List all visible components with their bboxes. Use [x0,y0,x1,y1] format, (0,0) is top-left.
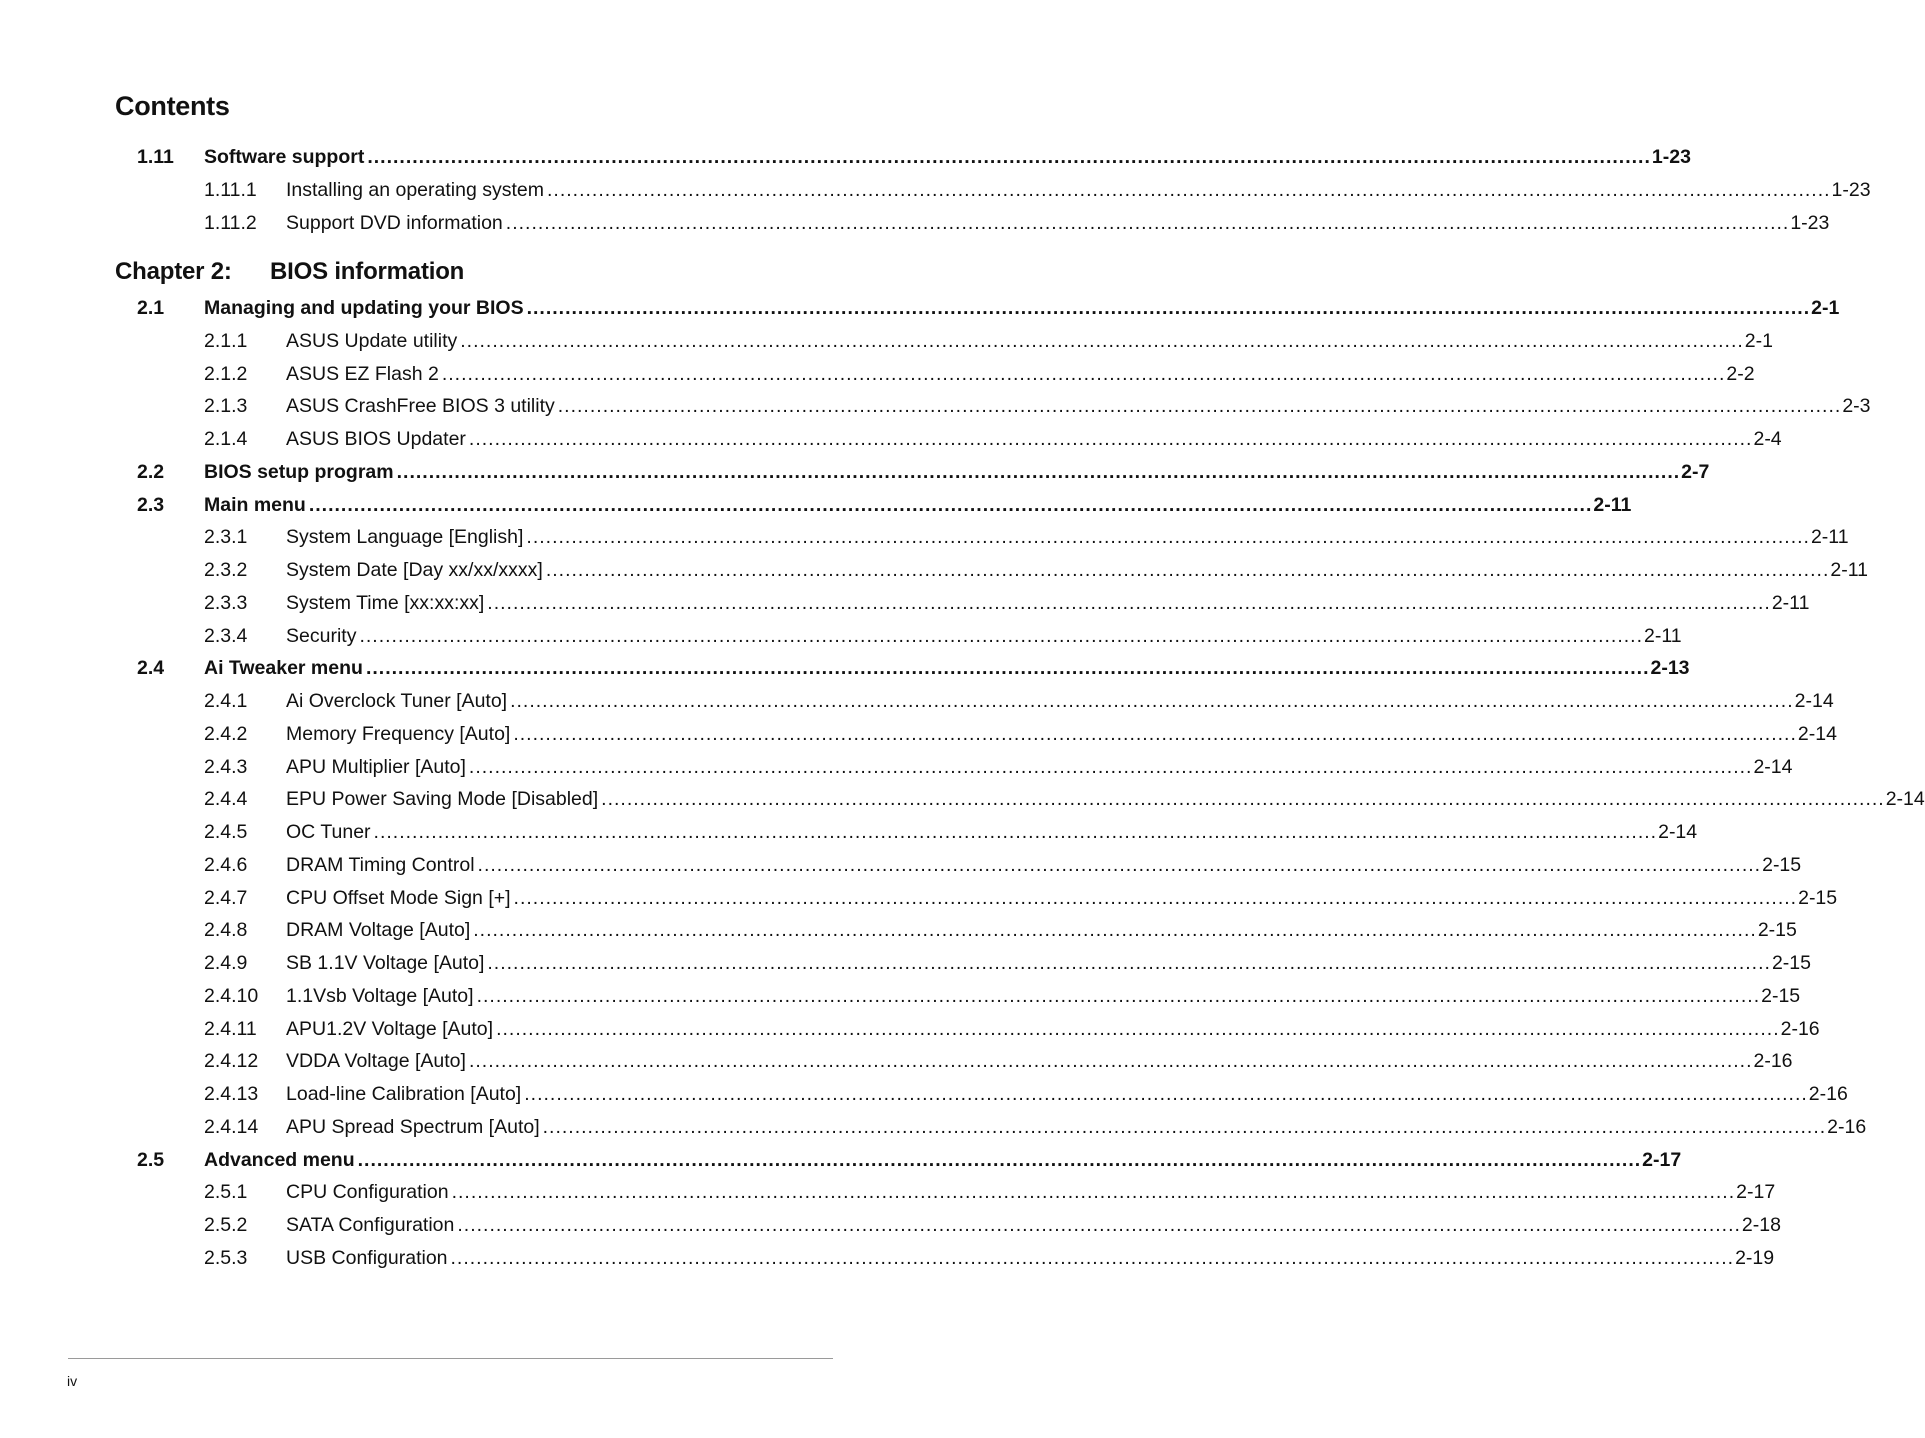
toc-entry-number: 2.4.6 [204,853,248,876]
toc-entry-title: BIOS setup program [204,460,394,483]
dot-leader: ........................................................................................................................................................................................................ [357,1148,1642,1171]
dot-leader: ........................................................................................................................................................................................................ [396,460,1681,483]
dot-leader: ........................................................................................................................................................................................................ [477,853,1762,876]
toc-entry-line [286,1177,1776,1207]
toc-subsection-entry[interactable] [0,817,1698,847]
dot-leader: ........................................................................................................................................................................................................ [542,1115,1827,1138]
toc-entry-line [286,555,1868,585]
toc-entry-number: 2.1.1 [204,329,248,352]
toc-entry-number: 2.4.1 [204,690,248,712]
toc-entry-number: 2.3.4 [204,624,248,647]
toc-entry-line [286,1079,1848,1109]
toc-entry-page: 2-1 [1811,297,1840,319]
toc-subsection-entry[interactable] [0,424,1782,454]
toc-entry-title: APU Spread Spectrum [Auto] [286,1115,540,1138]
toc-entry-title: VDDA Voltage [Auto] [286,1050,466,1073]
chapter-title: BIOS information [270,258,465,285]
toc-subsection-entry[interactable] [0,915,1797,945]
dot-leader: ........................................................................................................................................................................................................ [373,821,1658,843]
toc-entry-number: 1.11.2 [204,211,257,234]
toc-subsection-entry[interactable] [0,1210,1781,1240]
toc-entry-line [286,915,1797,945]
dot-leader: ........................................................................................................................................................................................................ [557,395,1842,418]
dot-leader: ........................................................................................................................................................................................................ [308,493,1593,516]
toc-subsection-entry[interactable] [0,1079,1848,1109]
toc-entry-page: 2-14 [1658,821,1698,843]
dot-leader: ........................................................................................................................................................................................................ [359,624,1643,647]
toc-entry-number: 2.4.4 [204,788,248,811]
page-number: iv [67,1373,78,1389]
toc-subsection-entry[interactable] [0,555,1868,585]
dot-leader: ........................................................................................................................................................................................................ [468,1050,1753,1073]
toc-entry-line [286,1243,1775,1273]
toc-section-entry[interactable] [0,457,1710,487]
toc-entry-page: 1-23 [1790,211,1830,234]
toc-entry-page: 2-14 [1885,788,1925,811]
toc-entry-title: OC Tuner [286,821,371,843]
dot-leader: ........................................................................................................................................................................................................ [460,329,1744,352]
toc-subsection-entry[interactable] [0,686,1834,716]
dot-leader: ........................................................................................................................................................................................................ [513,886,1798,909]
dot-leader: ........................................................................................................................................................................................................ [441,362,1726,385]
toc-subsection-entry[interactable] [0,883,1838,913]
dot-leader: ........................................................................................................................................................................................................ [505,211,1790,234]
page-title: Contents [115,91,230,121]
toc-entry-title: System Time [xx:xx:xx] [286,591,485,614]
toc-entry-line [286,326,1773,356]
toc-subsection-entry[interactable] [0,1243,1775,1273]
toc-entry-number: 2.4.10 [204,984,259,1007]
toc-entry-page: 2-11 [1593,493,1632,516]
toc-subsection-entry[interactable] [0,784,1925,814]
toc-entry-page: 2-3 [1842,395,1871,418]
toc-entry-page: 2-17 [1642,1148,1682,1171]
toc-entry-line [286,817,1698,847]
dot-leader: ........................................................................................................................................................................................................ [367,146,1651,168]
toc-subsection-entry[interactable] [0,948,1811,978]
toc-entry-line [204,1145,1682,1175]
toc-entry-page: 1-23 [1831,178,1871,201]
toc-subsection-entry[interactable] [0,359,1755,389]
toc-entry-page: 2-15 [1762,853,1802,876]
toc-entry-title: ASUS EZ Flash 2 [286,362,439,385]
toc-entry-page: 2-16 [1753,1050,1793,1073]
toc-section-entry[interactable] [0,490,1632,520]
toc-entry-number: 2.3.1 [204,526,248,549]
dot-leader: ........................................................................................................................................................................................................ [365,657,1650,680]
toc-section-entry[interactable] [0,653,1690,683]
toc-entry-number: 2.3.2 [204,559,248,581]
toc-entry-line [286,883,1838,913]
toc-section-entry[interactable] [0,293,1840,323]
footer-divider [68,1358,833,1359]
toc-entry-title: CPU Configuration [286,1181,449,1204]
toc-entry-line [286,391,1871,421]
toc-subsection-entry[interactable] [0,175,1871,205]
toc-subsection-entry[interactable] [0,208,1830,238]
toc-entry-page: 2-17 [1736,1181,1776,1204]
toc-subsection-entry[interactable] [0,391,1871,421]
toc-entry-number: 2.4.2 [204,722,248,745]
toc-entry-line [286,719,1837,749]
toc-entry-line [286,850,1802,880]
toc-subsection-entry[interactable] [0,752,1793,782]
toc-entry-number: 2.1 [137,297,165,319]
toc-entry-page: 2-18 [1741,1214,1781,1236]
toc-entry-page: 2-16 [1808,1083,1848,1105]
toc-entry-line [286,1014,1820,1044]
toc-entry-line [204,457,1710,487]
dot-leader: ........................................................................................................................................................................................................ [451,1181,1736,1204]
toc-entry-line [286,175,1871,205]
toc-entry-title: APU Multiplier [Auto] [286,755,466,778]
toc-entry-title: Main menu [204,493,306,516]
dot-leader: ........................................................................................................................................................................................................ [545,559,1830,581]
toc-entry-page: 2-2 [1726,362,1755,385]
toc-entry-line [286,424,1782,454]
dot-leader: ........................................................................................................................................................................................................ [513,722,1797,745]
toc-entry-number: 2.3 [137,493,165,516]
toc-entry-number: 1.11.1 [204,178,257,201]
toc-entry-title: Advanced menu [204,1148,355,1171]
toc-entry-number: 2.4.14 [204,1115,259,1138]
toc-entry-title: Load-line Calibration [Auto] [286,1083,522,1105]
toc-entry-title: ASUS CrashFree BIOS 3 utility [286,395,555,418]
dot-leader: ........................................................................................................................................................................................................ [450,1246,1735,1269]
toc-subsection-entry[interactable] [0,621,1682,651]
toc-entry-number: 2.4.12 [204,1050,259,1073]
toc-entry-title: System Date [Day xx/xx/xxxx] [286,559,543,581]
chapter-label: Chapter 2: [115,258,232,285]
toc-entry-title: APU1.2V Voltage [Auto] [286,1017,494,1040]
toc-entry-line [286,522,1849,552]
toc-entry-title: USB Configuration [286,1246,448,1269]
toc-entry-number: 2.1.4 [204,428,248,450]
toc-entry-page: 2-15 [1757,919,1797,942]
toc-entry-title: DRAM Voltage [Auto] [286,919,471,942]
toc-entry-number: 2.4.5 [204,821,248,843]
toc-entry-line [286,686,1834,716]
toc-entry-page: 2-15 [1771,952,1811,974]
toc-entry-page: 1-23 [1651,146,1691,168]
toc-entry-page: 2-15 [1798,886,1838,909]
dot-leader: ........................................................................................................................................................................................................ [546,178,1831,201]
toc-entry-line [204,142,1691,172]
toc-entry-number: 2.1.2 [204,362,248,385]
dot-leader: ........................................................................................................................................................................................................ [473,919,1757,942]
toc-entry-page: 2-14 [1753,755,1793,778]
toc-entry-page: 2-16 [1827,1115,1867,1138]
toc-entry-title: EPU Power Saving Mode [Disabled] [286,788,599,811]
toc-entry-line [286,621,1682,651]
toc-entry-title: DRAM Timing Control [286,853,475,876]
toc-entry-line [286,1210,1781,1240]
dot-leader: ........................................................................................................................................................................................................ [476,984,1761,1007]
toc-subsection-entry[interactable] [0,326,1773,356]
toc-subsection-entry[interactable] [0,1177,1776,1207]
toc-entry-page: 2-19 [1735,1246,1775,1269]
toc-entry-title: Support DVD information [286,211,503,234]
toc-entry-line [286,588,1810,618]
toc-entry-title: Software support [204,146,365,168]
toc-entry-number: 2.4.13 [204,1083,259,1105]
toc-subsection-entry[interactable] [0,1014,1820,1044]
toc-entry-title: Memory Frequency [Auto] [286,722,511,745]
toc-entry-line [286,948,1811,978]
toc-entry-title: 1.1Vsb Voltage [Auto] [286,984,474,1007]
toc-entry-page: 2-13 [1650,657,1690,680]
toc-entry-page: 2-4 [1753,428,1782,450]
dot-leader: ........................................................................................................................................................................................................ [487,952,1771,974]
toc-entry-line [286,208,1830,238]
dot-leader: ........................................................................................................................................................................................................ [510,690,1794,712]
toc-entry-line [286,359,1755,389]
dot-leader: ........................................................................................................................................................................................................ [524,1083,1808,1105]
toc-entry-page: 2-11 [1810,526,1849,549]
toc-entry-number: 2.2 [137,460,165,483]
toc-subsection-entry[interactable] [0,522,1849,552]
toc-entry-number: 2.4.8 [204,919,248,942]
dot-leader: ........................................................................................................................................................................................................ [526,297,1811,319]
toc-entry-title: Ai Overclock Tuner [Auto] [286,690,508,712]
toc-entry-number: 2.4 [137,657,165,680]
toc-entry-number: 2.3.3 [204,591,248,614]
toc-entry-title: ASUS BIOS Updater [286,428,466,450]
toc-entry-title: Ai Tweaker menu [204,657,363,680]
toc-subsection-entry[interactable] [0,850,1802,880]
toc-entry-line [286,752,1793,782]
toc-entry-line [204,653,1690,683]
dot-leader: ........................................................................................................................................................................................................ [457,1214,1741,1236]
toc-entry-line [286,1046,1793,1076]
toc-subsection-entry[interactable] [0,1112,1867,1142]
toc-entry-title: ASUS Update utility [286,329,458,352]
toc-entry-page: 2-14 [1797,722,1837,745]
toc-subsection-entry[interactable] [0,981,1801,1011]
toc-entry-page: 2-16 [1780,1017,1820,1040]
dot-leader: ........................................................................................................................................................................................................ [487,591,1771,614]
toc-subsection-entry[interactable] [0,719,1837,749]
toc-entry-number: 2.5.2 [204,1214,248,1236]
dot-leader: ........................................................................................................................................................................................................ [526,526,1810,549]
toc-section-entry[interactable] [0,1145,1682,1175]
toc-subsection-entry[interactable] [0,588,1810,618]
toc-entry-number: 2.5.1 [204,1181,248,1204]
toc-entry-title: SATA Configuration [286,1214,455,1236]
toc-entry-number: 2.4.3 [204,755,248,778]
toc-entry-line [286,1112,1867,1142]
dot-leader: ........................................................................................................................................................................................................ [601,788,1885,811]
toc-entry-number: 2.5 [137,1148,165,1171]
toc-entry-number: 2.1.3 [204,395,248,418]
toc-entry-page: 2-7 [1681,460,1710,483]
dot-leader: ........................................................................................................................................................................................................ [468,755,1753,778]
toc-entry-page: 2-15 [1761,984,1801,1007]
toc-entry-page: 2-1 [1744,329,1773,352]
dot-leader: ........................................................................................................................................................................................................ [496,1017,1780,1040]
toc-entry-number: 2.4.7 [204,886,248,909]
toc-entry-title: SB 1.1V Voltage [Auto] [286,952,485,974]
toc-entry-title: Installing an operating system [286,178,544,201]
dot-leader: ........................................................................................................................................................................................................ [468,428,1753,450]
toc-entry-number: 2.4.11 [204,1017,257,1040]
chapter-heading [115,258,465,286]
toc-entry-page: 2-11 [1771,591,1810,614]
toc-subsection-entry[interactable] [0,1046,1793,1076]
toc-entry-title: Security [286,624,357,647]
toc-entry-number: 1.11 [137,146,174,168]
toc-entry-page: 2-11 [1644,624,1682,647]
toc-entry-title: Managing and updating your BIOS [204,297,524,319]
toc-entry-line [204,293,1840,323]
toc-section-entry[interactable] [0,142,1691,172]
toc-entry-line [286,784,1925,814]
toc-entry-line [286,981,1801,1011]
toc-entry-title: System Language [English] [286,526,524,549]
toc-entry-title: CPU Offset Mode Sign [+] [286,886,511,909]
toc-entry-line [204,490,1632,520]
toc-entry-number: 2.4.9 [204,952,248,974]
toc-entry-number: 2.5.3 [204,1246,248,1269]
toc-entry-page: 2-11 [1830,559,1868,581]
toc-entry-page: 2-14 [1794,690,1834,712]
